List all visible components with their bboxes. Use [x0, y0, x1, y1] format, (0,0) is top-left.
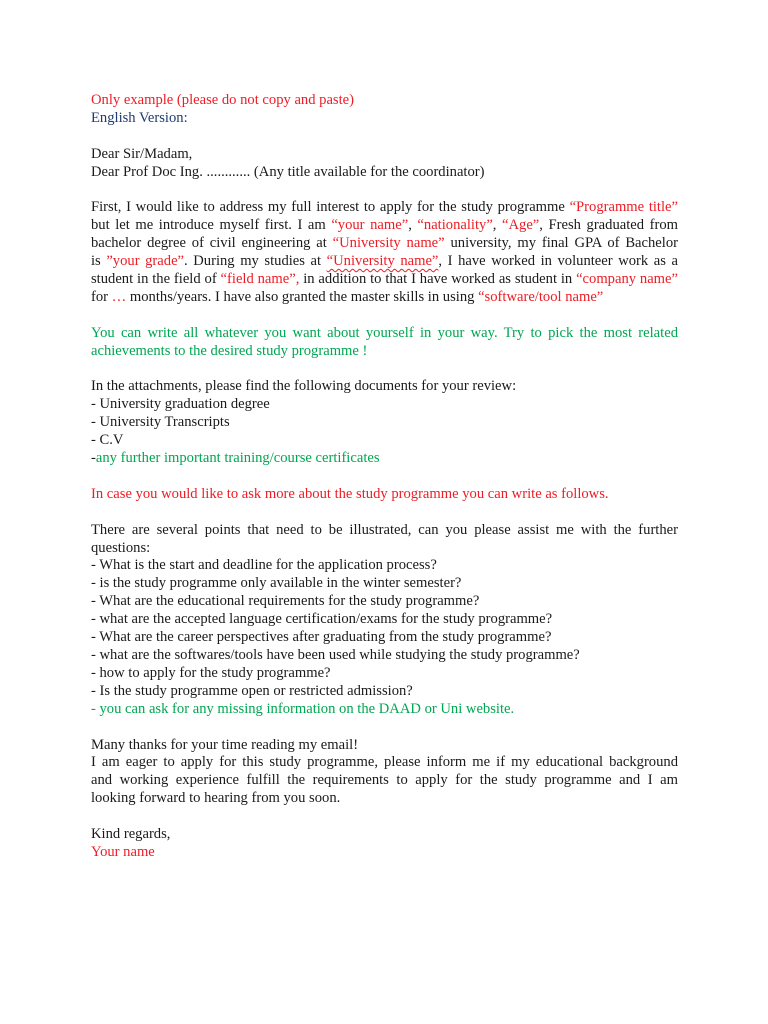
duration-placeholder: … [111, 288, 127, 305]
salutation-line-1: Dear Sir/Madam, [91, 145, 193, 162]
intro-line: First, I would like to address my full interest to apply for the study programme “Programme title” [91, 199, 678, 216]
intro-line: bachelor degree of civil engineering at “University name” university, my final GPA of Bachelor [91, 235, 678, 252]
intro-line: is ”your grade”. During my studies at “University name”, I have worked in volunteer work as a [91, 253, 678, 270]
question-item: - is the study programme only available in the winter semester? [91, 575, 462, 592]
field-name-placeholder: “field name”, [220, 271, 300, 288]
closing-line-2: and working experience fulfill the requirements to apply for the study programme and I am [91, 772, 678, 789]
university-name-placeholder: “University name” [332, 235, 445, 252]
closing-regards: Kind regards, [91, 826, 171, 843]
intro-line: for … months/years. I have also granted the master skills in using “software/tool name” [91, 288, 604, 305]
university-name-placeholder: “University name” [326, 253, 439, 270]
attachment-extra-note: any further important training/course certificates [95, 450, 380, 467]
your-grade-placeholder: ”your grade” [106, 253, 185, 270]
intro-paragraph [91, 199, 678, 306]
letter-body [91, 92, 678, 862]
question-item: - how to apply for the study programme? [91, 664, 331, 681]
programme-title-placeholder: “Programme title” [569, 199, 678, 216]
age-placeholder: “Age” [502, 217, 540, 234]
company-name-placeholder: “company name” [576, 271, 678, 288]
attachment-item: - University Transcripts [91, 414, 230, 431]
question-item: - what are the softwares/tools have been used while studying the study programme? [91, 647, 580, 663]
questions-intro-line-2: questions: [91, 539, 151, 556]
question-item: - Is the study programme open or restricted admission? [91, 682, 413, 699]
nationality-placeholder: “nationality” [417, 217, 493, 234]
question-item: - What are the career perspectives after graduating from the study programme? [91, 629, 552, 646]
your-name-placeholder: “your name” [331, 217, 409, 234]
attachment-item: - University graduation degree [91, 396, 270, 413]
attachments-intro: In the attachments, please find the following documents for your review: [91, 378, 517, 395]
closing-line-1: I am eager to apply for this study programme, please inform me if my educational background [91, 754, 678, 771]
questions-intro-line-1: There are several points that need to be illustrated, can you please assist me with the further [91, 521, 678, 538]
questions-note: In case you would like to ask more about the study programme you can write as follows. [91, 485, 609, 502]
signature-name-placeholder: Your name [91, 843, 155, 860]
tip-line-1: You can write all whatever you want about yourself in your way. Try to pick the most related [91, 324, 678, 341]
salutation-line-2: Dear Prof Doc Ing. ............ (Any title available for the coordinator) [91, 163, 485, 180]
disclaimer: Only example (please do not copy and paste) [91, 92, 355, 108]
software-name-placeholder: “software/tool name” [478, 288, 604, 305]
question-item: - What is the start and deadline for the application process? [91, 557, 437, 574]
question-item: - What are the educational requirements for the study programme? [91, 593, 480, 610]
closing-thanks: Many thanks for your time reading my email! [91, 736, 359, 753]
attachment-item: -any further important training/course certificates [91, 450, 380, 467]
questions-tip: - you can ask for any missing information on the DAAD or Uni website. [91, 700, 515, 717]
intro-line: but let me introduce myself first. I am “your name”, “nationality”, “Age”, Fresh graduated from [91, 217, 678, 234]
intro-line: student in the field of “field name”, in addition to that I have worked as student in “company name” [91, 271, 678, 288]
attachment-item: - C.V [91, 432, 124, 449]
question-item: - what are the accepted language certification/exams for the study programme? [91, 611, 553, 628]
tip-line-2: achievements to the desired study programme ! [91, 342, 368, 359]
version-label: English Version: [91, 109, 188, 126]
closing-line-3: looking forward to hearing from you soon. [91, 790, 341, 807]
